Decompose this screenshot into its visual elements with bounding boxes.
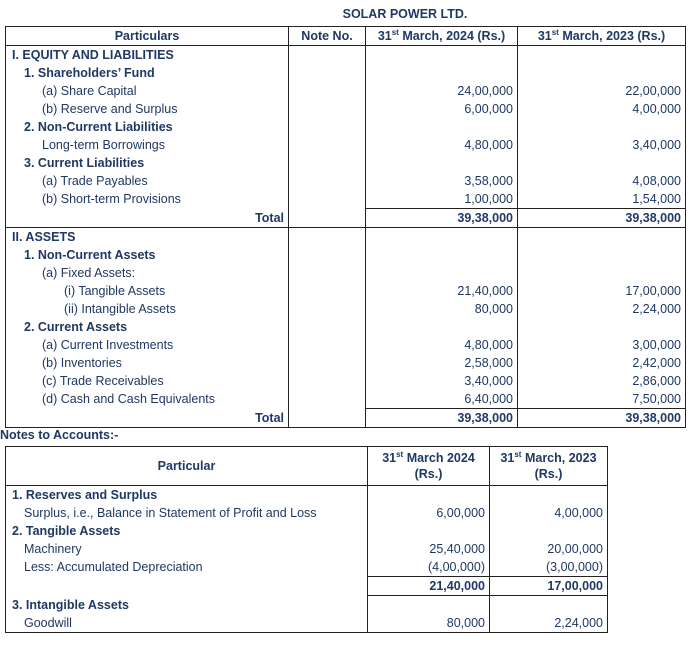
previous-year-value: 4,00,000 (490, 504, 608, 522)
previous-year-value: 2,86,000 (518, 372, 686, 390)
row-label: Less: Accumulated Depreciation (6, 558, 368, 577)
row-label: Long-term Borrowings (6, 136, 289, 154)
previous-year-value: 3,00,000 (518, 336, 686, 354)
row-label: 2. Non-Current Liabilities (6, 118, 289, 136)
subtotal-previous-year: 17,00,000 (490, 577, 608, 596)
row-label: (c) Trade Receivables (6, 372, 289, 390)
current-year-value: (4,00,000) (368, 558, 490, 577)
current-year-value: 80,000 (366, 300, 518, 318)
table-row (6, 282, 686, 300)
current-year-value: 1,00,000 (366, 190, 518, 209)
previous-year-value: 2,24,000 (490, 614, 608, 633)
previous-year-value: 7,50,000 (518, 390, 686, 409)
current-year-value: 3,40,000 (366, 372, 518, 390)
notes-previous-year-header: 31st March, 2023 (Rs.) (490, 447, 608, 486)
current-year-value: 24,00,000 (366, 82, 518, 100)
total-previous-year: 39,38,000 (518, 409, 686, 428)
previous-year-value: 2,42,000 (518, 354, 686, 372)
row-label: 3. Intangible Assets (6, 596, 368, 615)
table-row (6, 264, 686, 282)
previous-year-header: 31st March, 2023 (Rs.) (518, 27, 686, 46)
table-row (6, 136, 686, 154)
table-row (6, 228, 686, 247)
row-label: Surplus, i.e., Balance in Statement of Profit and Loss (6, 504, 368, 522)
row-label (6, 577, 368, 596)
balance-sheet-table (5, 26, 686, 428)
table-row (6, 318, 686, 336)
current-year-value: 25,40,000 (368, 540, 490, 558)
row-label: 1. Non-Current Assets (6, 246, 289, 264)
table-row (6, 390, 686, 409)
subtotal-current-year: 21,40,000 (368, 577, 490, 596)
total-row (6, 409, 686, 428)
total-current-year: 39,38,000 (366, 409, 518, 428)
table-row (6, 172, 686, 190)
table-row (6, 522, 608, 540)
table-row (6, 300, 686, 318)
row-label: (b) Inventories (6, 354, 289, 372)
row-label: (a) Current Investments (6, 336, 289, 354)
row-label: 3. Current Liabilities (6, 154, 289, 172)
current-year-value: 4,80,000 (366, 136, 518, 154)
note-no-header: Note No. (289, 27, 366, 46)
company-title: SOLAR POWER LTD. (342, 7, 468, 21)
total-current-year: 39,38,000 (366, 209, 518, 228)
table-row (6, 246, 686, 264)
table-row (6, 504, 608, 522)
previous-year-value: (3,00,000) (490, 558, 608, 577)
table-row (6, 46, 686, 65)
row-label: 1. Reserves and Surplus (6, 486, 368, 505)
current-year-value: 21,40,000 (366, 282, 518, 300)
row-label: Machinery (6, 540, 368, 558)
total-row (6, 209, 686, 228)
row-label: 2. Tangible Assets (6, 522, 368, 540)
notes-title: Notes to Accounts:- (0, 428, 119, 442)
table-row (6, 336, 686, 354)
notes-current-year-header: 31st March 2024 (Rs.) (368, 447, 490, 486)
current-year-value: 6,00,000 (366, 100, 518, 118)
previous-year-value: 4,08,000 (518, 172, 686, 190)
row-label: (a) Trade Payables (6, 172, 289, 190)
previous-year-value: 20,00,000 (490, 540, 608, 558)
row-label: (ii) Intangible Assets (6, 300, 289, 318)
current-year-value: 4,80,000 (366, 336, 518, 354)
current-year-value: 6,40,000 (366, 390, 518, 409)
table-row (6, 154, 686, 172)
current-year-value: 6,00,000 (368, 504, 490, 522)
balance-sheet-header-row (6, 27, 686, 46)
total-label: Total (6, 409, 289, 428)
table-row (6, 614, 608, 633)
table-row (6, 100, 686, 118)
table-row (6, 82, 686, 100)
row-label: (b) Reserve and Surplus (6, 100, 289, 118)
particular-header: Particular (6, 447, 368, 486)
current-year-value: 2,58,000 (366, 354, 518, 372)
row-label: (i) Tangible Assets (6, 282, 289, 300)
table-row (6, 486, 608, 505)
table-row (6, 64, 686, 82)
row-label: (a) Fixed Assets: (6, 264, 289, 282)
row-label: Goodwill (6, 614, 368, 633)
row-label: I. EQUITY AND LIABILITIES (6, 46, 289, 65)
table-row (6, 558, 608, 577)
subtotal-row (6, 577, 608, 596)
current-year-value: 3,58,000 (366, 172, 518, 190)
notes-table (5, 446, 608, 633)
table-row (6, 540, 608, 558)
table-row (6, 190, 686, 209)
table-row (6, 118, 686, 136)
total-label: Total (6, 209, 289, 228)
table-row (6, 596, 608, 615)
notes-header-row (6, 447, 608, 486)
previous-year-value: 17,00,000 (518, 282, 686, 300)
previous-year-value: 22,00,000 (518, 82, 686, 100)
row-label: 1. Shareholders’ Fund (6, 64, 289, 82)
current-year-header: 31st March, 2024 (Rs.) (366, 27, 518, 46)
previous-year-value: 2,24,000 (518, 300, 686, 318)
previous-year-value: 1,54,000 (518, 190, 686, 209)
particulars-header: Particulars (6, 27, 289, 46)
previous-year-value: 4,00,000 (518, 100, 686, 118)
row-label: (a) Share Capital (6, 82, 289, 100)
previous-year-value: 3,40,000 (518, 136, 686, 154)
row-label: (d) Cash and Cash Equivalents (6, 390, 289, 409)
table-row (6, 354, 686, 372)
row-label: II. ASSETS (6, 228, 289, 247)
table-row (6, 372, 686, 390)
row-label: 2. Current Assets (6, 318, 289, 336)
total-previous-year: 39,38,000 (518, 209, 686, 228)
current-year-value: 80,000 (368, 614, 490, 633)
row-label: (b) Short-term Provisions (6, 190, 289, 209)
